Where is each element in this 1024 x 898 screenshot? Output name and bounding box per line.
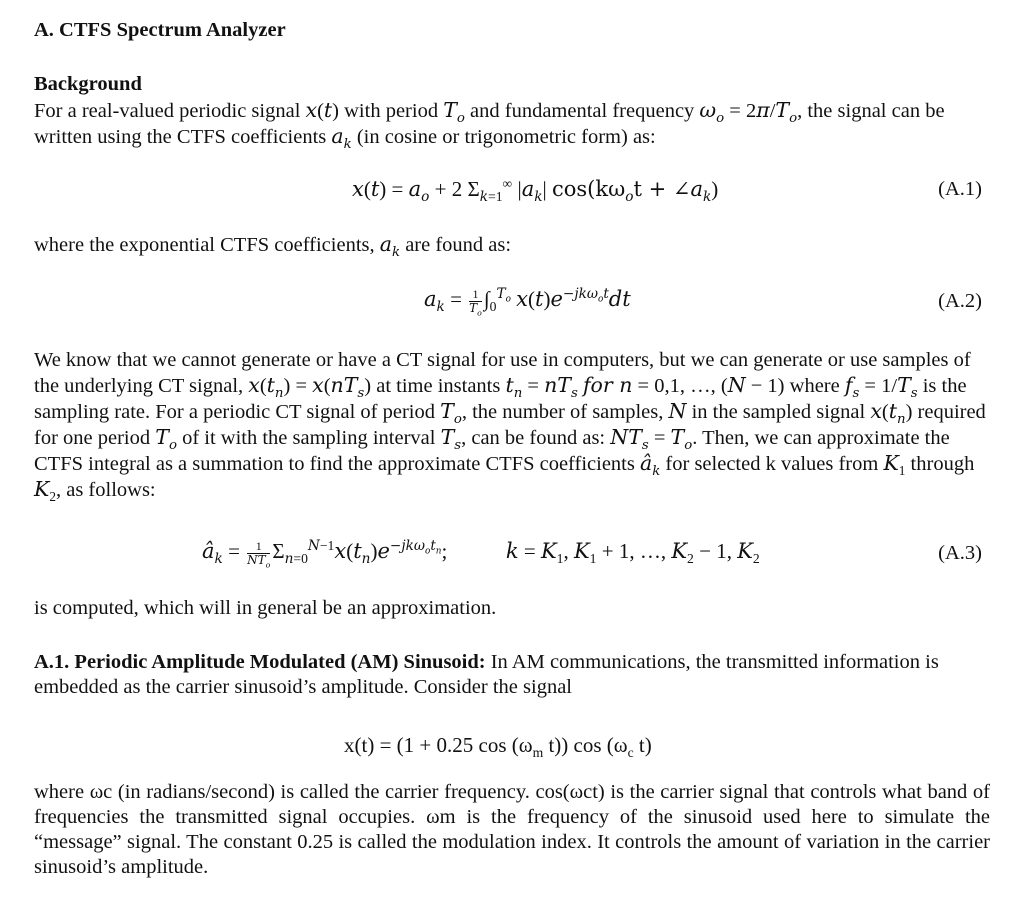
equation-a1-number: (A.1) — [938, 178, 982, 200]
background-paragraph-4: is computed, which will in general be an approximation. — [34, 597, 497, 619]
background-paragraph-3: We know that we cannot generate or have a CT signal for use in computers, but we can generate or use samples of the underlying CT signal, $x(t_n) = x(nT_s)$ at time instants $t_n = nT_s$ for n = 0,1, …, (N − 1) where $f_s = 1/T_s$ is the sampling rate. For a periodic CT signal of period $T_o$, the number of samples, N in the sampled signal $x(t_n)$ required for one period $T_o$ of it with the sampling interval $T_s$, can be found as: $NT_s = T_o$. Then, we can approximate the CTFS integral as a summation to find the approximate CTFS coefficients $â_k$ for selected k values from $K_1$ through $K_2$, as follows: — [34, 349, 986, 505]
am-equation: x(t) = (1 + 0.25 $\cos (\omega_m$ t)) $\cos (\omega_c$ t) — [344, 733, 652, 761]
background-paragraph-1: For a real-valued periodic signal x(t) with period $T_o$ and fundamental frequency $\omega_o = 2\pi/T_o$, the signal can be written using the CTFS coefficients $a_k$ (in cosine or trigonometric form) as: — [34, 98, 945, 153]
background-paragraph-2: where the exponential CTFS coefficients, $a_k$ are found as: — [34, 232, 512, 261]
equation-a2: $a_k$ = $\frac{1}{T_o}$ $\int_0^{T_o}$ $x(t)e^{-jk\omega_ot}dt$ — [424, 286, 631, 318]
equation-a2-number: (A.2) — [938, 290, 982, 312]
am-section-heading: A.1. Periodic Amplitude Modulated (AM) Sinusoid: — [34, 651, 486, 673]
section-title: A. CTFS Spectrum Analyzer — [34, 19, 286, 41]
am-section-intro: A.1. Periodic Amplitude Modulated (AM) Sinusoid: In AM communications, the transmitted information is embedded as the carrier sinusoid’s amplitude. Consider the signal — [34, 651, 939, 698]
background-heading: Background — [34, 73, 142, 95]
equation-a3-number: (A.3) — [938, 542, 982, 564]
equation-a1: $x(t) = a_o + 2$ $\Sigma_{k=1}^\infty$ $|a_k|$ $\cos(k\omega_ot$ + $\angle a_k$) — [352, 176, 719, 206]
am-section-paragraph: where ωc (in radians/second) is called the carrier frequency. cos(ωct) is the carrier signal that controls what band of frequencies the transmitted signal occupies. ωm is the frequency of the sinusoid used here to simulate the “message” signal. The constant 0.25 is called the modulation index. It controls the amount of variation in the carrier sinusoid’s amplitude. — [34, 781, 990, 878]
equation-a3: $â_k$ = $\frac{1}{NT_o}$ $\Sigma_{n=0}^{N-1}x(t_n)e^{-jk\omega_ot_n}$; $k = K_1$, $K_1 + 1$, …, $K_2 - 1$, $K_2$ — [202, 538, 760, 570]
